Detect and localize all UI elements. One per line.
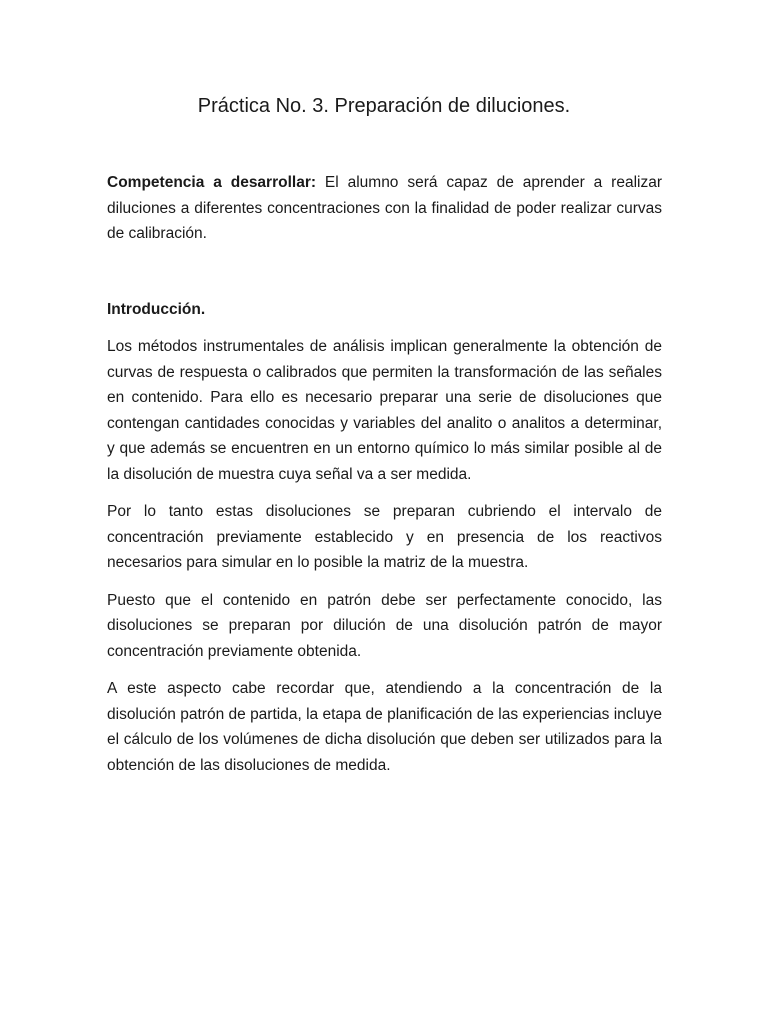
introduccion-paragraph-3: Puesto que el contenido en patrón debe ser perfectamente conocido, las disoluciones se preparan por dilución de una disolución patrón de mayor concentración previamente obtenida.: [107, 591, 662, 660]
introduccion-paragraph-1: Los métodos instrumentales de análisis implican generalmente la obtención de curvas de respuesta o calibrados que permiten la transformación de las señales en contenido. Para ello es necesario preparar una serie de disoluciones que contengan cantidades conocidas y variables del analito o analitos a determinar, y que además se encuentren en un entorno químico lo más similar posible al de la disolución de muestra cuya señal va a ser medida.: [107, 338, 662, 483]
competencia-paragraph: [107, 170, 662, 247]
competencia-label: Competencia a desarrollar:: [107, 174, 317, 191]
competencia-text: El alumno será capaz de aprender a realizar diluciones a diferentes concentraciones con la finalidad de poder realizar curvas de calibración.: [107, 174, 663, 242]
introduccion-paragraph-4: A este aspecto cabe recordar que, atendiendo a la concentración de la disolución patrón de partida, la etapa de planificación de las experiencias incluye el cálculo de los volúmenes de dicha disolución que deben ser utilizados para la obtención de las disoluciones de medida.: [107, 680, 662, 774]
introduccion-heading: Introducción.: [107, 300, 206, 318]
page-title: Práctica No. 3. Preparación de diluciones.: [197, 95, 571, 117]
document-body: [107, 170, 662, 778]
introduccion-paragraph-2: Por lo tanto estas disoluciones se preparan cubriendo el intervalo de concentración previamente establecido y en presencia de los reactivos necesarios para simular en lo posible la matriz de la muestra.: [107, 503, 662, 571]
